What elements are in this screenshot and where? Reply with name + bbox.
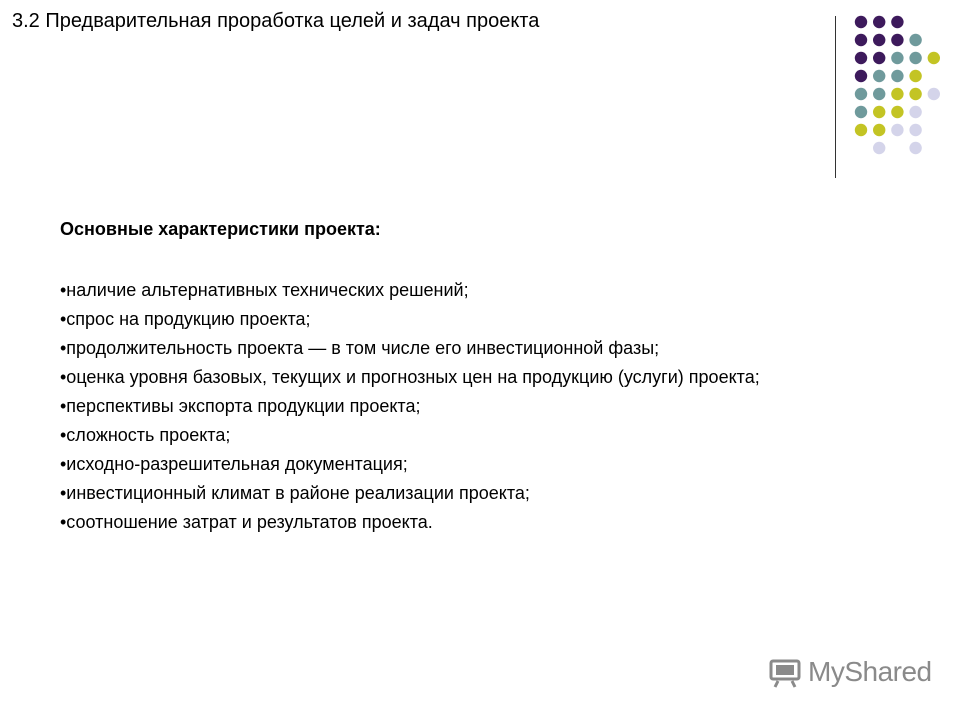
list-item: •наличие альтернативных технических решений;	[60, 280, 469, 300]
decorative-dot	[855, 88, 867, 100]
decorative-dot	[873, 124, 885, 136]
decorative-dot	[855, 34, 867, 46]
watermark-logo	[768, 655, 932, 689]
decorative-dot	[909, 124, 921, 136]
decorative-dot	[891, 34, 903, 46]
decorative-dot	[873, 52, 885, 64]
decorative-dot	[873, 142, 885, 154]
slide-title: 3.2 Предварительная проработка целей и задач проекта	[12, 10, 540, 32]
decorative-dot	[891, 106, 903, 118]
decorative-dot	[928, 88, 940, 100]
decorative-dot	[909, 142, 921, 154]
list-item: •сложность проекта;	[60, 425, 231, 445]
characteristics-list	[60, 276, 960, 537]
decorative-dot	[909, 52, 921, 64]
list-item: •инвестиционный климат в районе реализации проекта;	[60, 483, 530, 503]
decorative-dot	[891, 88, 903, 100]
decorative-dot	[873, 16, 885, 28]
decorative-dot	[909, 70, 921, 82]
section-heading: Основные характеристики проекта:	[60, 219, 381, 239]
decorative-dot	[891, 124, 903, 136]
list-item: •перспективы экспорта продукции проекта;	[60, 396, 421, 416]
watermark-brand: MyShared	[808, 656, 932, 687]
decorative-dot	[855, 106, 867, 118]
decorative-dot	[873, 70, 885, 82]
decorative-dot	[873, 88, 885, 100]
decorative-dot	[855, 16, 867, 28]
decorative-dot	[855, 124, 867, 136]
list-item: •оценка уровня базовых, текущих и прогнозных цен на продукцию (услуги) проекта;	[60, 367, 760, 387]
decorative-dot	[891, 70, 903, 82]
decorative-dot	[891, 16, 903, 28]
decorative-dot	[909, 34, 921, 46]
list-item: •исходно-разрешительная документация;	[60, 454, 408, 474]
decorative-dot	[891, 52, 903, 64]
list-item: •соотношение затрат и результатов проекта.	[60, 512, 433, 532]
list-item: •продолжительность проекта — в том числе его инвестиционной фазы;	[60, 338, 660, 358]
decorative-dot	[855, 70, 867, 82]
decorative-dot	[909, 88, 921, 100]
decorative-dot	[873, 106, 885, 118]
decorative-divider-line	[835, 16, 836, 178]
list-item: •спрос на продукцию проекта;	[60, 309, 311, 329]
decorative-dot	[855, 52, 867, 64]
decorative-dot	[909, 106, 921, 118]
decorative-dot	[873, 34, 885, 46]
projector-icon	[768, 655, 802, 689]
decorative-dot	[928, 52, 940, 64]
